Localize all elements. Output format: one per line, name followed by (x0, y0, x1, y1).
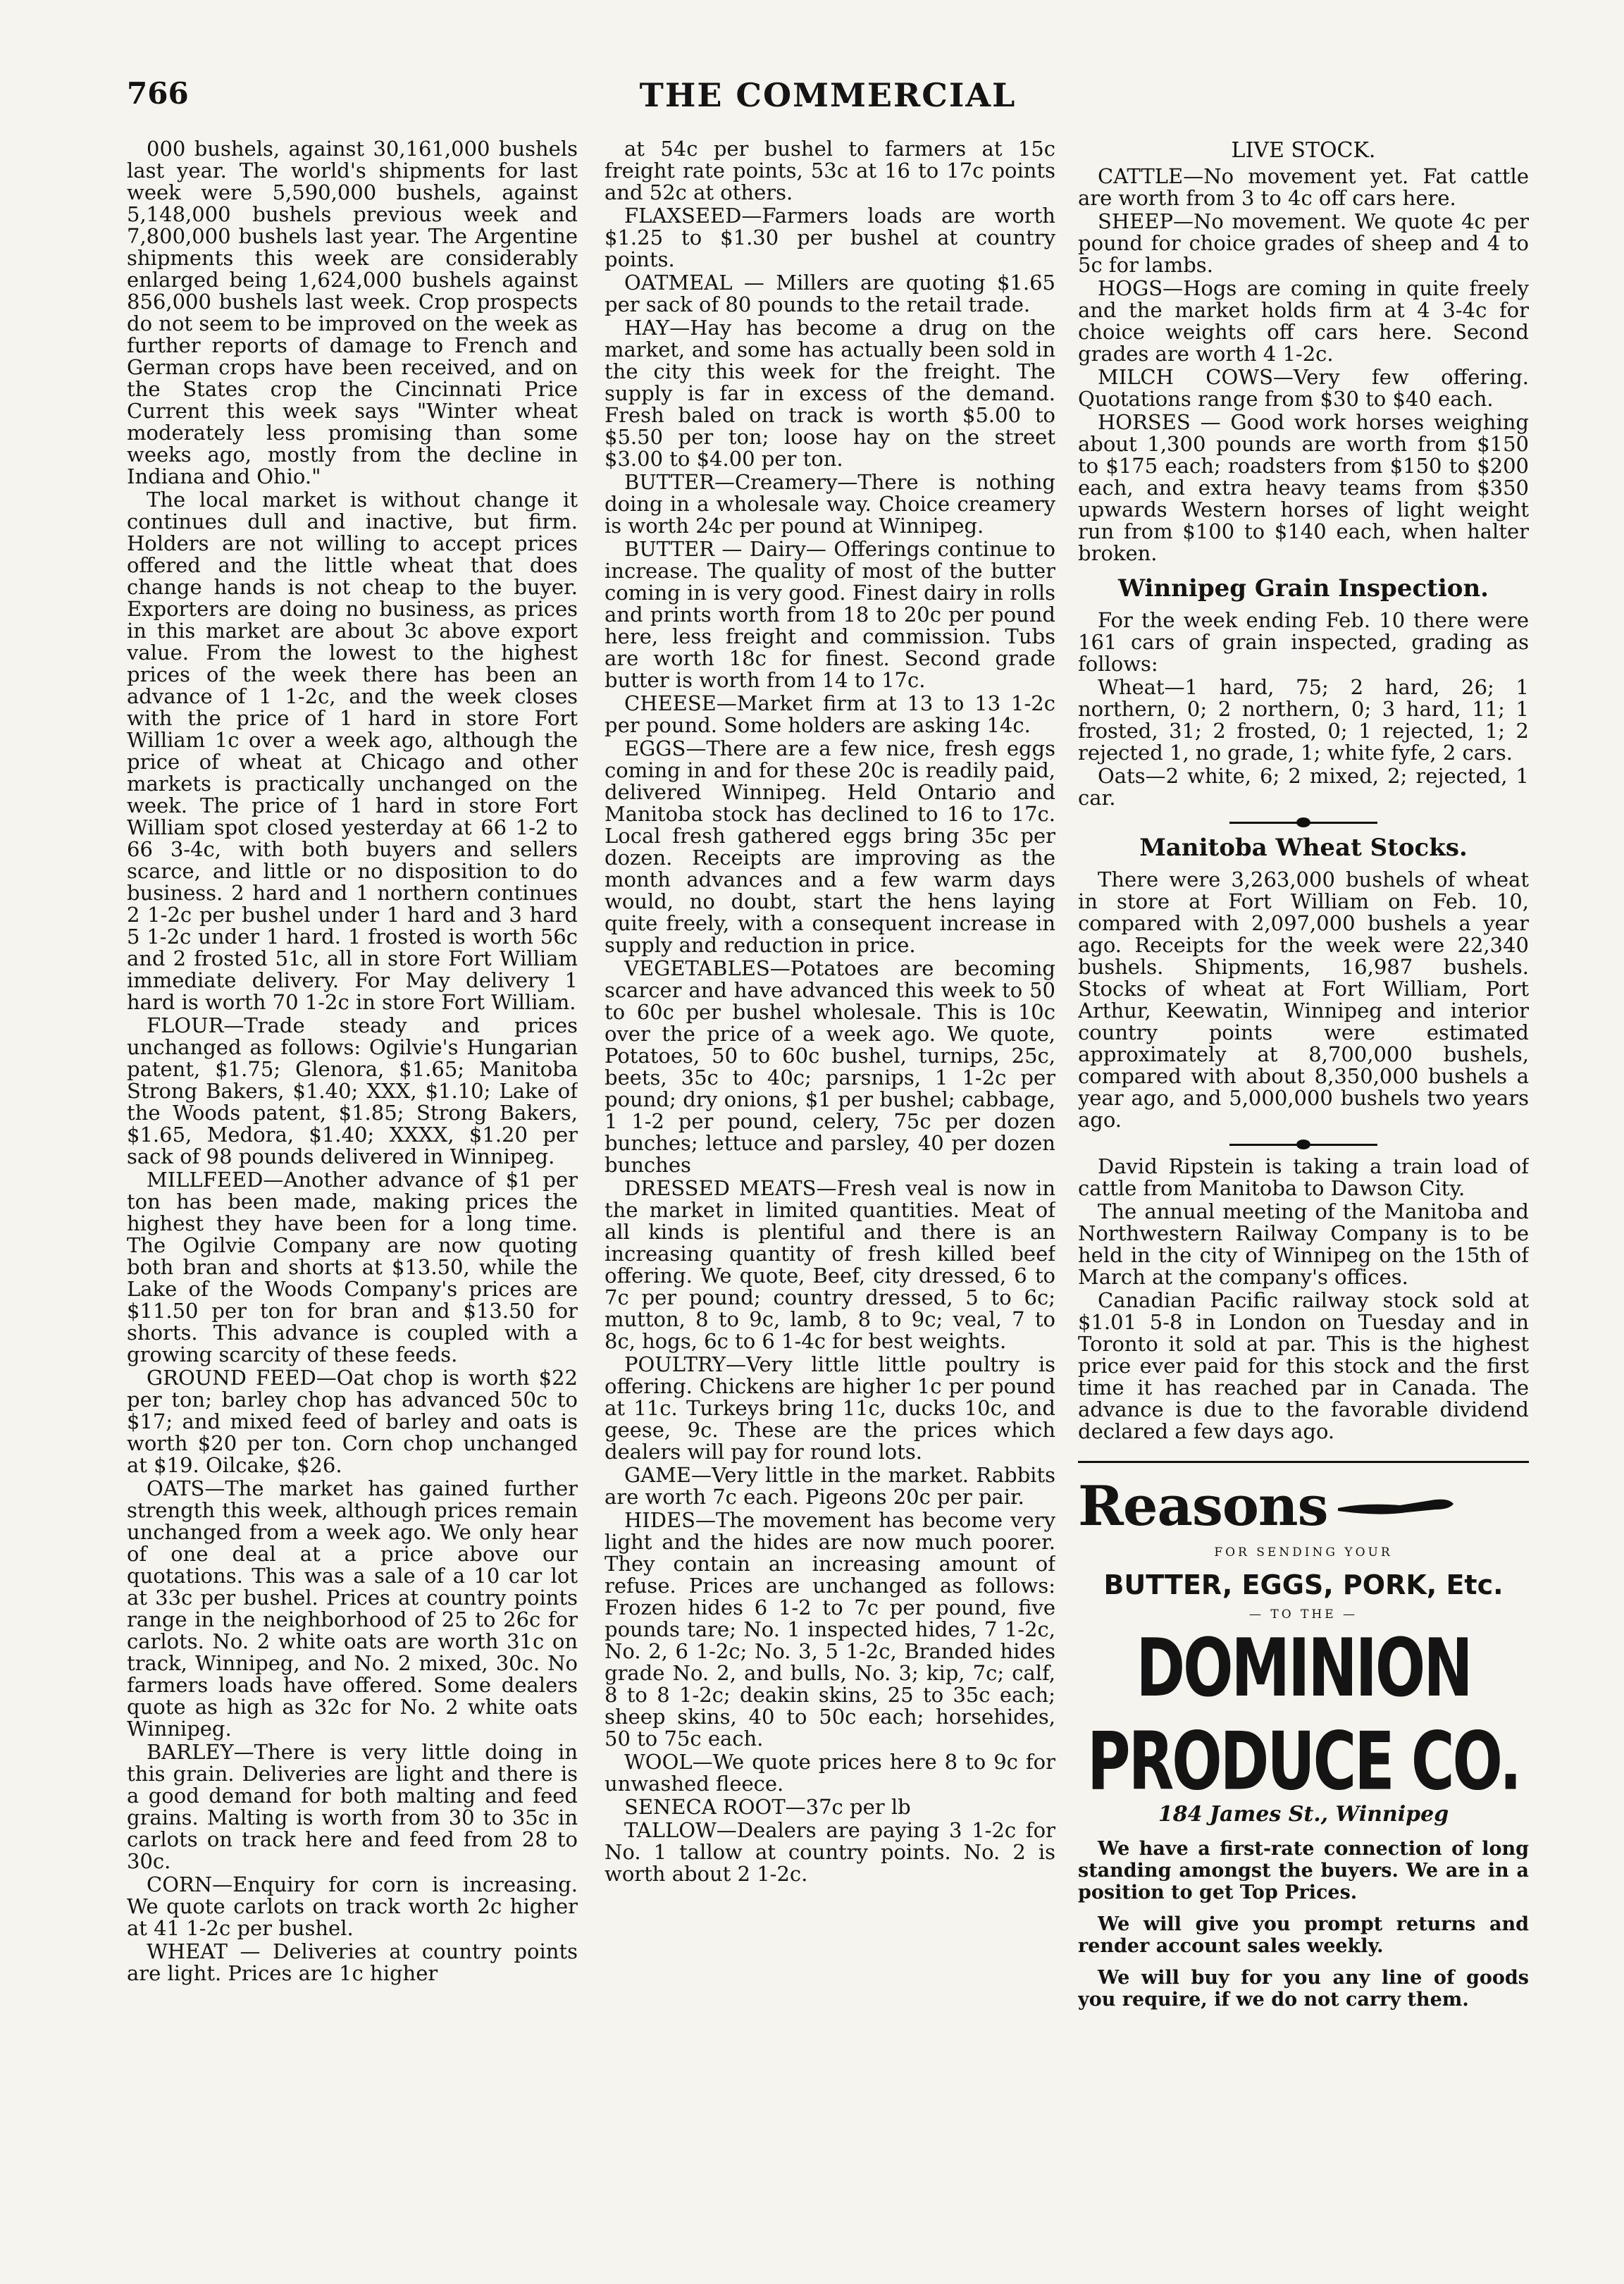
paragraph: 000 bushels, against 30,161,000 bushels last year. The world's shipments for last week were 5,590,000 bushels, against 5,148,000 bushels previous week and 7,800,000 bushels last year. The Argentine shipments this week are considerably enlarged being 1,624,000 bushels against 856,000 bushels last week. Crop prospects do not seem to be improved on the week as further reports of damage to French and German crops have been received, and on the States crop the Cincinnati Price Current this week says "Winter wheat moderately less promising than some weeks ago, mostly from the decline in Indiana and Ohio." (127, 138, 578, 488)
ad-paragraph: We will buy for you any line of goods you require, if we do not carry them. (1078, 1967, 1529, 2011)
paragraph-hogs: HOGS—Hogs are coming in quite freely and the market holds firm at 4 3-4c for choice weights off cars here. Second grades are worth 4 1-2c. (1078, 276, 1529, 366)
column-2 (605, 138, 1055, 2245)
paragraph-wool: WOOL—We quote prices here 8 to 9c for unwashed fleece. (605, 1750, 1055, 1796)
column-1 (127, 138, 578, 2245)
paragraph-seneca-root: SENECA ROOT—37c per lb (624, 1795, 911, 1819)
ad-body (1078, 1838, 1529, 2011)
paragraph-hides: HIDES—The movement has become very light and the hides are now much poorer. They contain an increasing amount of refuse. Prices are unchanged as follows: Frozen hides 6 1-2 to 7c per pound, five pounds tare; No. 1 inspected hides, 7 1-2c, No. 2, 6 1-2c; No. 3, 5 1-2c, Branded hides grade No. 2, and bulls, No. 3; kip, 7c; calf, 8 to 8 1-2c; deakin skins, 25 to 35c each; sheep skins, 40 to 50c each; horsehides, 50 to 75c each. (605, 1508, 1055, 1751)
paragraph: at 54c per bushel to farmers at 15c freight rate points, 53c at 16 to 17c points and 52c at others. (605, 138, 1055, 204)
ad-for-sending: FOR SENDING YOUR (1214, 1545, 1393, 1560)
paragraph-horses: HORSES — Good work horses weighing about 1,300 pounds are worth from $150 to $175 each; roadsters from $150 to $200 each, and extra heavy teams from $350 upwards Western horses of light weight run from $100 to $140 each, when halter broken. (1078, 410, 1529, 565)
ad-reasons-line (1078, 1474, 1529, 1538)
paragraph-flour: FLOUR—Trade steady and prices unchanged as follows: Ogilvie's Hungarian patent, $1.75; Glenora, $1.65; Manitoba Strong Bakers, $1.40; XXX, $1.10; Lake of the Woods patent, $1.85; Strong Bakers, $1.65, Medora, $1.40; XXXX, $1.20 per sack of 98 pounds delivered in Winnipeg. (127, 1013, 578, 1168)
ad-goods: BUTTER, EGGS, PORK, Etc. (1103, 1569, 1504, 1600)
paragraph-tallow: TALLOW—Dealers are paying 3 1-2c for No. 1 tallow at country points. No. 2 is worth about 2 1-2c. (605, 1818, 1055, 1886)
grain-inspection-title: Winnipeg Grain Inspection. (1117, 574, 1489, 603)
paragraph-millfeed: MILLFEED—Another advance of $1 per ton has been made, making prices the highest they have been for a long time. The Ogilvie Company are now quoting both bran and shorts at $13.50, while the Lake of the Woods Company's prices are $11.50 per ton for bran and $13.50 for shorts. This advance is coupled with a growing scarcity of these feeds. (127, 1168, 578, 1366)
paragraph-eggs: EGGS—There are a few nice, fresh eggs coming in and for these 20c is readily paid, delivered Winnipeg. Held Ontario and Manitoba stock has declined to 16 to 17c. Local fresh gathered eggs bring 35c per dozen. Receipts are improving as the month advances and a few warm days would, no doubt, start the hens laying quite freely, with a consequent increase in supply and reduction in price. (605, 736, 1055, 957)
paragraph-inspection: For the week ending Feb. 10 there were 161 cars of grain inspected, grading as follows: (1078, 608, 1529, 676)
paragraph-wheat-stocks: There were 3,263,000 bushels of wheat in store at Fort William on Feb. 10, compared with 2,097,000 bushels a year ago. Receipts for the week were 22,340 bushels. Shipments, 16,987 bushels. Stocks of wheat at Fort William, Port Arthur, Keewatin, Winnipeg and interior country points were estimated approximately at 8,700,000 bushels, compared with about 8,350,000 bushels a year ago, and 5,000,000 bushels two years ago. (1078, 868, 1529, 1132)
paragraph-corn: CORN—Enquiry for corn is increasing. We quote carlots on track worth 2c higher at 41 1-2c per bushel. (127, 1872, 578, 1940)
publication-title: THE COMMERCIAL (639, 76, 1017, 114)
paragraph-oatmeal: OATMEAL — Millers are quoting $1.65 per sack of 80 pounds to the retail trade. (605, 271, 1055, 316)
paragraph-inspection-oats: Oats—2 white, 6; 2 mixed, 2; rejected, 1 car. (1078, 764, 1529, 810)
paragraph-milch-cows: MILCH COWS—Very few offering. Quotations range from $30 to $40 each. (1078, 365, 1529, 411)
paragraph-flaxseed: FLAXSEED—Farmers loads are worth $1.25 to $1.30 per bushel at country points. (605, 204, 1055, 271)
paragraph-cheese: CHEESE—Market firm at 13 to 13 1-2c per pound. Some holders are asking 14c. (605, 691, 1055, 737)
page-number: 766 (127, 76, 189, 111)
ad-company-name: DOMINION PRODUCE CO. (1087, 1621, 1520, 1808)
paragraph: The local market is without change it continues dull and inactive, but firm. Holders are not willing to accept prices offered and the little wheat that does change hands is not cheap to the buyer. Exporters are doing no business, as prices in this market are about 3c above export value. From the lowest to the highest prices of the week there has been an advance of 1 1-2c, and the week closes with the price of 1 hard in store Fort William 1c over a week ago, although the price of wheat at Chicago and other markets is practically unchanged on the week. The price of 1 hard in store Fort William spot closed yesterday at 66 1-2 to 66 3-4c, with both buyers and sellers scarce, and little or no disposition to do business. 2 hard and 1 northern continues 2 1-2c per bushel under 1 hard and 3 hard 5 1-2c under 1 hard. 1 frosted is worth 56c and 2 frosted 51c, all in store Fort William immediate delivery. For May delivery 1 hard is worth 70 1-2c in store Fort William. (127, 488, 578, 1014)
paragraph-barley: BARLEY—There is very little doing in this grain. Deliveries are light and there is a good demand for both malting and feed grains. Malting is worth from 30 to 35c in carlots on track here and feed from 28 to 30c. (127, 1740, 578, 1873)
wheat-stocks-title: Manitoba Wheat Stocks. (1139, 834, 1468, 862)
paragraph-dressed-meats: DRESSED MEATS—Fresh veal is now in the market in limited quantities. Meat of all kinds is plentiful and there is an increasing quantity of fresh killed beef offering. We quote, Beef, city dressed, 6 to 7c per pound; country dressed, 5 to 6c; mutton, 8 to 9c, lamb, 8 to 9c; veal, 7 to 8c, hogs, 6c to 6 1-4c for best weights. (605, 1176, 1055, 1353)
paragraph-ground-feed: GROUND FEED—Oat chop is worth $22 per ton; barley chop has advanced 50c to $17; and mixed feed of barley and oats is worth $20 per ton. Corn chop unchanged at $19. Oilcake, $26. (127, 1366, 578, 1477)
paragraph-poultry: POULTRY—Very little little poultry is offering. Chickens are higher 1c per pound at 11c. Turkeys bring 11c, ducks 10c, and geese, 9c. These are the prices which dealers will pay for round lots. (605, 1352, 1055, 1464)
ad-reasons-word: Reasons (1078, 1474, 1328, 1538)
advertisement (1078, 1461, 1529, 2011)
column-3 (1078, 138, 1529, 2245)
paragraph-wheat: WHEAT — Deliveries at country points are light. Prices are 1c higher (127, 1939, 578, 1985)
ad-to-the: — TO THE — (1248, 1607, 1358, 1622)
paragraph-inspection-wheat: Wheat—1 hard, 75; 2 hard, 26; 1 northern, 0; 2 northern, 0; 3 hard, 11; 1 frosted, 31; 2 frosted, 0; 1 rejected, 1; 2 rejected 1, no grade, 1; white fyfe, 2 cars. (1078, 675, 1529, 765)
ad-paragraph: We will give you prompt returns and render account sales weekly. (1078, 1913, 1529, 1957)
divider-ornament (1229, 1144, 1377, 1146)
pointing-hand-icon (1337, 1493, 1456, 1521)
paragraph-hay: HAY—Hay has become a drug on the market, and some has actually been sold in the city this week for the freight. The supply is far in excess of the demand. Fresh baled on track is worth $5.00 to $5.50 per ton; loose hay on the street $3.00 to $4.00 per ton. (605, 316, 1055, 471)
ad-paragraph: We have a first-rate connection of long standing amongst the buyers. We are in a position to get Top Prices. (1078, 1838, 1529, 1903)
paragraph-news: David Ripstein is taking a train load of cattle from Manitoba to Dawson City. (1078, 1154, 1529, 1200)
paragraph-vegetables: VEGETABLES—Potatoes are becoming scarcer and have advanced this week to 50 to 60c per bushel wholesale. This is 10c over the price of a week ago. We quote, Potatoes, 50 to 60c bushel, turnips, 25c, beets, 35c to 40c; parsnips, 1 1-2c per pound; dry onions, $1 per bushel; cabbage, 1 1-2 per pound, celery, 75c per dozen bunches; lettuce and parsley, 40 per dozen bunches (605, 956, 1055, 1177)
paragraph-oats: OATS—The market has gained further strength this week, although prices remain unchanged from a week ago. We only hear of one deal at a price above our quotations. This was a sale of a 10 car lot at 33c per bushel. Prices at country points range in the neighborhood of 25 to 26c for carlots. No. 2 white oats are worth 31c on track, Winnipeg, and No. 2 mixed, 30c. No farmers loads have offered. Some dealers quote as high as 32c for No. 2 white oats Winnipeg. (127, 1476, 578, 1741)
ad-address: 184 James St., Winnipeg (1158, 1802, 1449, 1827)
live-stock-title: LIVE STOCK. (1231, 138, 1376, 163)
paragraph-butter-creamery: BUTTER—Creamery—There is nothing doing in a wholesale way. Choice creamery is worth 24c per pound at Winnipeg. (605, 470, 1055, 538)
paragraph-cattle: CATTLE—No movement yet. Fat cattle are worth from 3 to 4c off cars here. (1078, 164, 1529, 210)
paragraph-game: GAME—Very little in the market. Rabbits are worth 7c each. Pigeons 20c per pair. (605, 1463, 1055, 1509)
paragraph-butter-dairy: BUTTER — Dairy— Offerings continue to increase. The quality of most of the butter coming in is very good. Finest dairy in rolls and prints worth from 18 to 20c per pound here, less freight and commission. Tubs are worth 18c for finest. Second grade butter is worth from 14 to 17c. (605, 537, 1055, 692)
divider-ornament (1229, 822, 1377, 824)
paragraph-news: Canadian Pacific railway stock sold at $1.01 5-8 in London on Tuesday and in Toronto it sold at par. This is the highest price ever paid for this stock and the first time it has reached par in Canada. The advance is due to the favorable dividend declared a few days ago. (1078, 1288, 1529, 1443)
paragraph-sheep: SHEEP—No movement. We quote 4c per pound for choice grades of sheep and 4 to 5c for lambs. (1078, 209, 1529, 277)
paragraph-news: The annual meeting of the Manitoba and Northwestern Railway Company is to be held in the city of Winnipeg on the 15th of March at the company's offices. (1078, 1199, 1529, 1289)
page-header (127, 76, 1529, 125)
